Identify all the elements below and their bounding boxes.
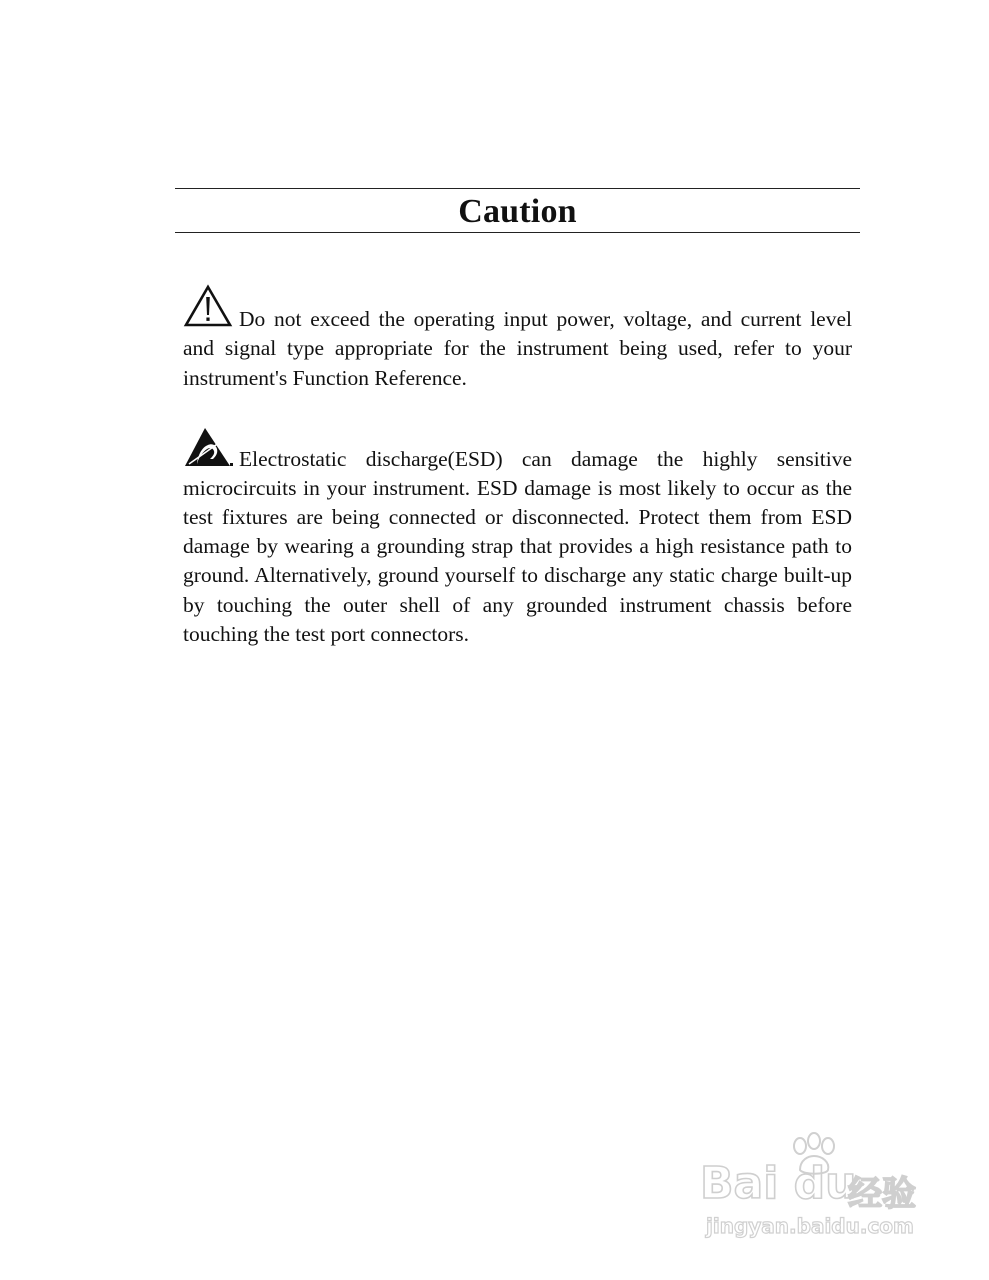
title-top-rule: [175, 188, 860, 189]
caution-text-power: Do not exceed the operating input power, voltage, and current level and signal type appropriate for the instrument being used, refer to your instrument's Function Reference.: [183, 306, 852, 390]
warning-triangle-icon: [183, 284, 233, 328]
page-title: Caution: [458, 193, 577, 230]
watermark-brand-cn: 经验: [848, 1174, 916, 1214]
caution-paragraph-power: [183, 284, 852, 394]
caution-paragraph-esd: [183, 426, 852, 649]
caution-text-esd: Electrostatic discharge(ESD) can damage the highly sensitive microcircuits in your instrument. ESD damage is most likely to occur as the test fixtures are being connected or disconnected. Protect them from ESD damage by wearing a grounding strap that provides a high resistance path to ground. Alternatively, ground yourself to discharge any static charge built-up by touching the outer shell of any grounded instrument chassis before touching the test port connectors.: [183, 446, 852, 646]
watermark-brand: Bai du: [700, 1158, 857, 1209]
watermark-url: jingyan.baidu.com: [706, 1214, 914, 1238]
esd-sensitive-icon: [183, 426, 233, 468]
baidu-jingyan-watermark: [700, 1132, 940, 1252]
title-bottom-rule: [175, 232, 860, 233]
